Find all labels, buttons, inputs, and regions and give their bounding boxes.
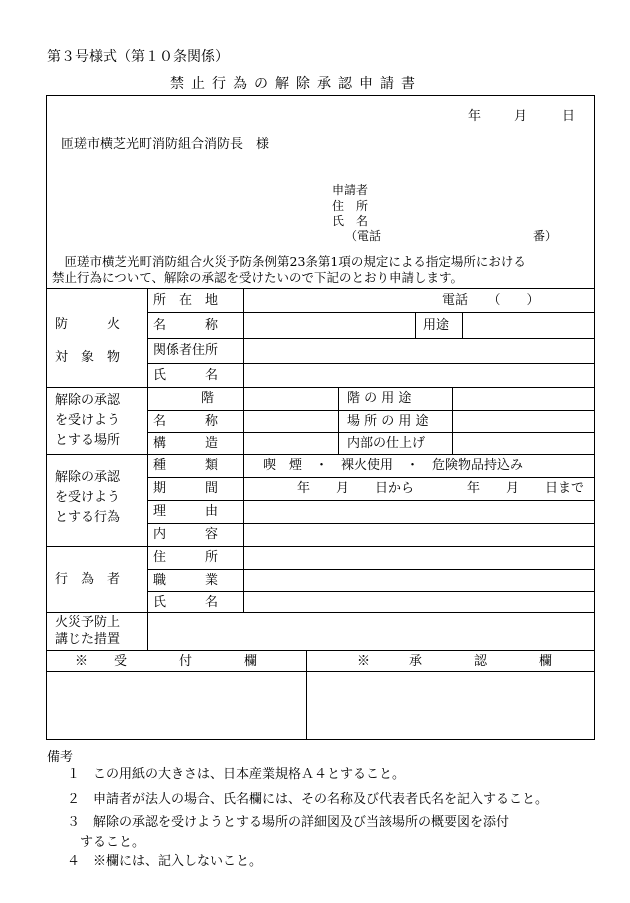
note-item-3-cont: すること。 [67, 835, 146, 850]
date-month: 月 [514, 109, 528, 124]
measures-label-2: 講じた措置 [55, 632, 121, 647]
actor-occupation-label: 職 業 [153, 573, 219, 588]
actor-label: 行 為 者 [55, 572, 121, 587]
note-item-3: ３ 解除の承認を受けようとする場所の詳細図及び当該場所の概要図を添付 [67, 815, 510, 830]
period-label: 期 間 [153, 481, 219, 496]
form-number: 第３号様式（第１０条関係） [47, 49, 229, 65]
fire-object-label-1: 防 火 [55, 317, 121, 332]
release-place-label-1: 解除の承認 [55, 393, 121, 408]
structure-label: 構 造 [153, 436, 219, 451]
applicant-name-label: 氏 名 [332, 214, 369, 228]
notes-heading: 備考 [47, 750, 74, 765]
note-item-2: ２ 申請者が法人の場合、氏名欄には、その名称及び代表者氏名を記入すること。 [67, 792, 549, 807]
approval-header: ※ 承 認 欄 [357, 654, 553, 669]
applicant-phone-close: 番） [533, 229, 558, 243]
fire-object-label-2: 対 象 物 [55, 350, 121, 365]
release-act-label-3: とする行為 [55, 510, 121, 525]
statement-line-2: 禁止行為について、解除の承認を受けたいので下記のとおり申請します。 [52, 270, 464, 285]
interior-label: 内部の仕上げ [347, 436, 426, 451]
floor-use-label: 階 の 用 途 [347, 391, 412, 406]
floor-label: 階 [201, 391, 215, 406]
reason-label: 理 由 [153, 504, 219, 519]
note-item-1: １ この用紙の大きさは、日本産業規格Ａ４とすること。 [67, 767, 406, 782]
addressee: 匝瑳市横芝光町消防組合消防長 様 [61, 137, 270, 152]
release-act-label-2: を受けよう [55, 490, 121, 505]
use-label: 用途 [423, 318, 450, 333]
place-name-label: 名 称 [153, 414, 219, 429]
applicant-label: 申請者 [332, 183, 369, 197]
date-year: 年 [468, 109, 482, 124]
content-label: 内 容 [153, 527, 219, 542]
person-name-label: 氏 名 [153, 368, 219, 383]
fire-object-name-label: 名 称 [153, 318, 219, 333]
date-day: 日 [562, 109, 576, 124]
release-place-label-2: を受けよう [55, 413, 121, 428]
release-place-label-3: とする場所 [55, 433, 121, 448]
actor-name-label: 氏 名 [153, 595, 219, 610]
application-form [46, 95, 595, 740]
related-address-label: 関係者住所 [153, 343, 219, 358]
measures-label-1: 火災予防上 [55, 615, 121, 630]
type-label: 種 類 [153, 458, 219, 473]
page-title: 禁止行為の解除承認申請書 [170, 76, 422, 92]
actor-address-label: 住 所 [153, 550, 219, 565]
release-act-label-1: 解除の承認 [55, 470, 121, 485]
place-use-label: 場 所 の 用 途 [347, 414, 429, 429]
type-options: 喫 煙 ・ 裸火使用 ・ 危険物品持込み [263, 458, 524, 473]
period-from: 年 月 日から [297, 481, 415, 496]
applicant-phone-open: （電話 [345, 229, 382, 243]
period-to: 年 月 日まで [467, 481, 585, 496]
note-item-4: ４ ※欄には、記入しないこと。 [67, 854, 263, 869]
fire-object-phone: 電話 （ ） [442, 293, 540, 308]
applicant-address-label: 住 所 [332, 199, 369, 213]
location-label: 所 在 地 [153, 293, 219, 308]
statement-line-1: 匝瑳市横芝光町消防組合火災予防条例第23条第1項の規定による指定場所における [52, 254, 526, 269]
reception-header: ※ 受 付 欄 [75, 654, 258, 669]
